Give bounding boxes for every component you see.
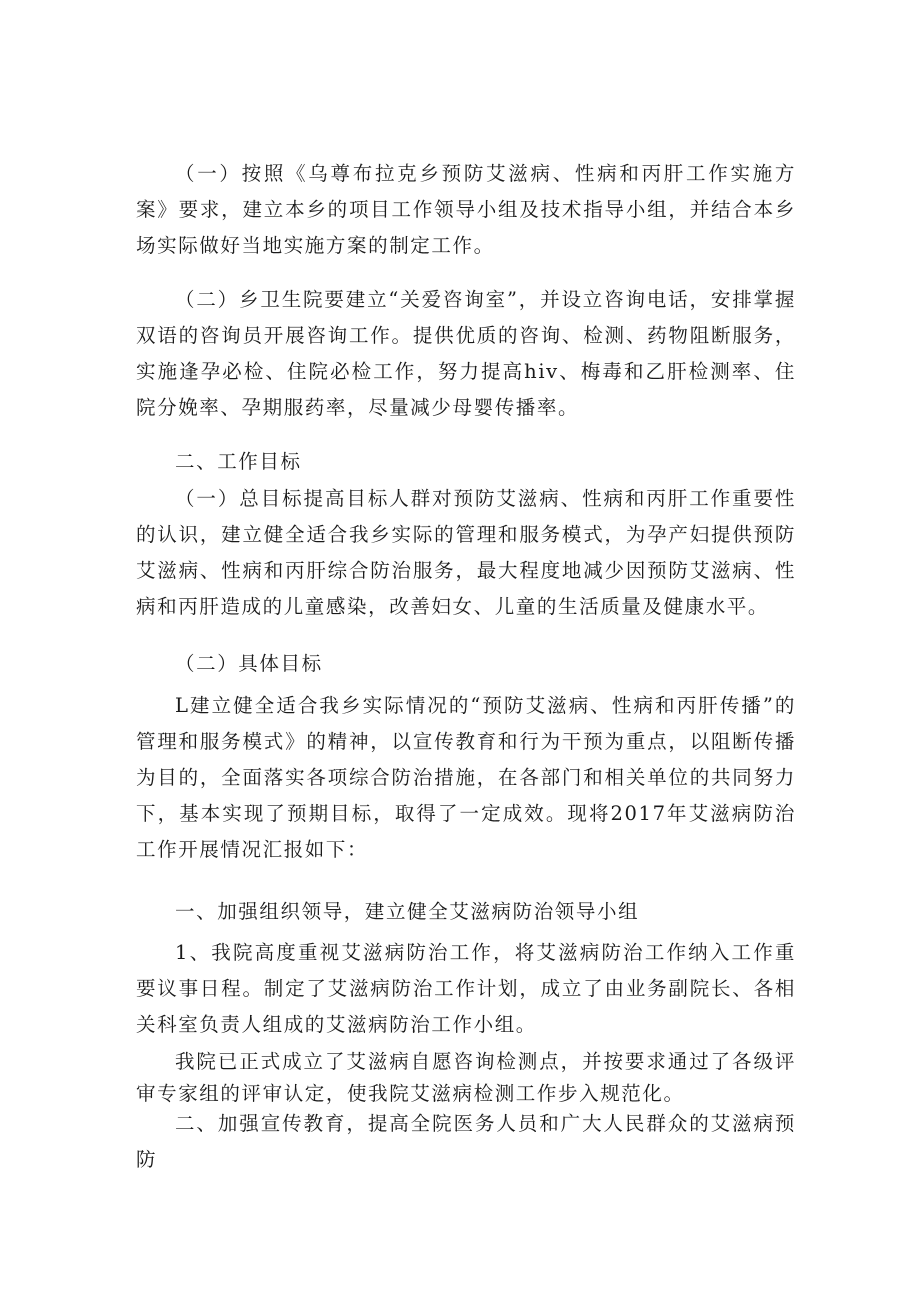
paragraph-testing-site: 我院已正式成立了艾滋病自愿咨询检测点，并按要求通过了各级评审专家组的评审认定，使我院艾滋病检测工作步入规范化。: [136, 1050, 796, 1105]
heading-organization-leadership: 一、加强组织领导，建立健全艾滋病防治领导小组: [175, 900, 640, 923]
paragraph-service-model: L建立健全适合我乡实际情况的“预防艾滋病、性病和丙肝传播”的管理和服务模式》的精神，以宣传教育和行为干预为重点，以阻断传播为目的，全面落实各项综合防治措施，在各部门和相关单位的共同努力下，基本实现了预期目标，取得了一定成效。现将2017年艾滋病防治工作开展情况汇报如下：: [136, 694, 796, 861]
paragraph-implementation-plan: （一）按照《乌尊布拉克乡预防艾滋病、性病和丙肝工作实施方案》要求，建立本乡的项目工作领导小组及技术指导小组，并结合本乡场实际做好当地实施方案的制定工作。: [136, 162, 796, 257]
heading-publicity-education: 二、加强宣传教育，提高全院医务人员和广大人民群众的艾滋病预防: [136, 1112, 796, 1171]
heading-work-goals: 二、工作目标: [175, 450, 302, 473]
heading-specific-goals: （二）具体目标: [175, 652, 323, 675]
paragraph-hospital-priority: 1、我院高度重视艾滋病防治工作，将艾滋病防治工作纳入工作重要议事日程。制定了艾滋病防治工作计划，成立了由业务副院长、各相关科室负责人组成的艾滋病防治工作小组。: [136, 941, 796, 1036]
paragraph-overall-goal: （一）总目标提高目标人群对预防艾滋病、性病和丙肝工作重要性的认识，建立健全适合我乡实际的管理和服务模式，为孕产妇提供预防艾滋病、性病和丙肝综合防治服务，最大程度地减少因预防艾滋病、性病和丙肝造成的儿童感染，改善妇女、儿童的生活质量及健康水平。: [136, 487, 796, 618]
paragraph-care-consultation-room: （二）乡卫生院要建立“关爱咨询室”，并设立咨询电话，安排掌握双语的咨询员开展咨询工作。提供优质的咨询、检测、药物阻断服务，实施逢孕必检、住院必检工作，努力提高hiv、梅毒和乙肝检测率、住院分娩率、孕期服药率，尽量减少母婴传播率。: [136, 288, 796, 419]
